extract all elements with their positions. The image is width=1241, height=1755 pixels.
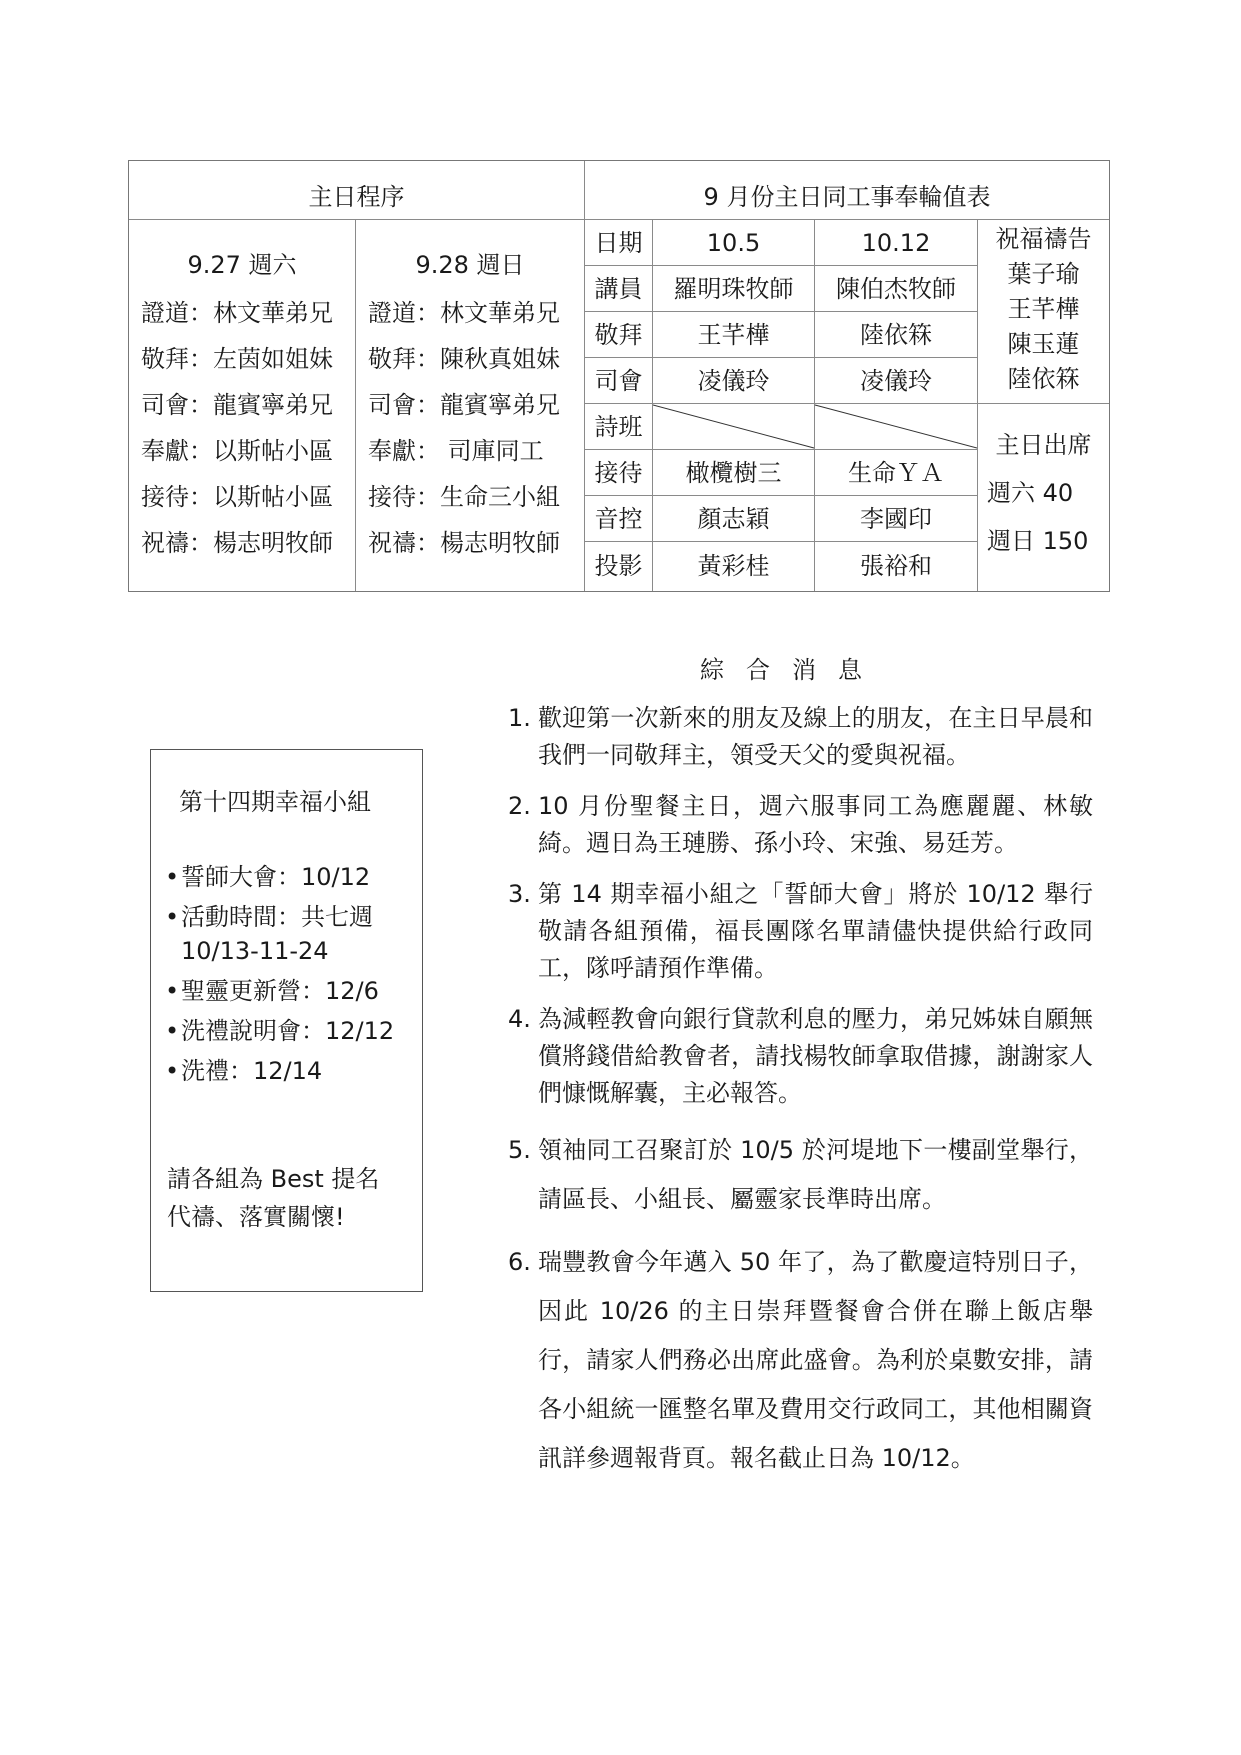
prayer-name: 葉子瑜 [1007, 260, 1080, 288]
news-item [508, 876, 1093, 987]
sunday-line: 司會：龍賓寧弟兄 [368, 391, 560, 419]
news-item-number: 5. [508, 1136, 531, 1164]
roster-role: 敬拜 [594, 321, 643, 349]
roster-value: 顏志穎 [697, 505, 770, 533]
news-item-text: 領袖同工召聚訂於 10/5 於河堤地下一樓副堂舉行，請區長、小組長、屬靈家長準時出席。 [538, 1136, 1093, 1213]
roster-value: 橄欖樹三 [685, 459, 782, 487]
news-item-number: 1. [508, 704, 531, 732]
news-item-number: 6. [508, 1248, 531, 1276]
sunday-line: 敬拜：陳秋真姐妹 [368, 345, 560, 373]
roster-role: 投影 [594, 552, 643, 580]
sunday-line: 祝禱：楊志明牧師 [368, 529, 560, 557]
news-item [508, 1126, 1093, 1224]
news-item-text: 為減輕教會向銀行貸款利息的壓力，弟兄姊妹自願無償將錢借給教會者，請找楊牧師拿取借據，謝謝家人們慷慨解囊，主必報答。 [538, 1005, 1093, 1107]
news-item [508, 788, 1093, 862]
roster-date: 10.12 [861, 229, 931, 257]
saturday-date: 9.27 週六 [187, 251, 297, 279]
roster-role: 司會 [594, 367, 643, 395]
sunday-date: 9.28 週日 [415, 251, 525, 279]
group-box-title: 第十四期幸福小組 [179, 788, 371, 816]
sunday-line: 證道：林文華弟兄 [368, 299, 560, 327]
roster-role: 音控 [594, 505, 643, 533]
roster-date-label: 日期 [594, 229, 643, 257]
attendance-sunday: 週日 150 [987, 527, 1089, 555]
roster-value: 凌儀玲 [697, 367, 770, 395]
roster-role: 接待 [594, 459, 643, 487]
roster-value: 黃彩桂 [697, 552, 770, 580]
roster-role: 詩班 [594, 413, 643, 441]
news-item-text: 瑞豐教會今年邁入 50 年了，為了歡慶這特別日子，因此 10/26 的主日崇拜暨餐會合併在聯上飯店舉行，請家人們務必出席此盛會。為利於桌數安排，請各小組統一匯整名單及費用交行政同工，其他相關資訊詳參週報背頁。報名截止日為 10/12。 [538, 1248, 1093, 1472]
saturday-line: 敬拜：左茵如姐妹 [141, 345, 333, 373]
prayer-name: 陸依箖 [1007, 365, 1080, 393]
news-item-number: 2. [508, 792, 531, 820]
saturday-line: 祝禱：楊志明牧師 [141, 529, 333, 557]
sunday-line: 接待：生命三小組 [368, 483, 560, 511]
roster-value: 生命ＹＡ [848, 459, 944, 487]
roster-value: 凌儀玲 [860, 367, 932, 395]
news-item-number: 4. [508, 1005, 531, 1033]
news-item-text: 歡迎第一次新來的朋友及線上的朋友，在主日早晨和我們一同敬拜主，領受天父的愛與祝福。 [538, 704, 1093, 769]
news-item [508, 700, 1093, 774]
roster-value: 張裕和 [860, 552, 932, 580]
group-event-item: • 洗禮：12/14 [165, 1054, 415, 1088]
news-title: 綜合消息 [700, 656, 884, 684]
news-list [508, 700, 1093, 1497]
group-box-note: 請各組為 Best 提名代禱、落實關懷! [167, 1165, 380, 1231]
saturday-line: 奉獻：以斯帖小區 [141, 437, 333, 465]
attendance-label: 主日出席 [995, 431, 1092, 459]
news-item-text: 第 14 期幸福小組之「誓師大會」將於 10/12 舉行敬請各組預備，福長團隊名單請儘快提供給行政同工，隊呼請預作準備。 [538, 880, 1093, 982]
group-event-item: • 聖靈更新營：12/6 [165, 974, 415, 1008]
roster-value: 李國印 [860, 505, 932, 533]
roster-value: 陳伯杰牧師 [836, 275, 956, 303]
program-header: 主日程序 [308, 183, 405, 211]
prayer-name: 陳玉蓮 [1007, 330, 1080, 358]
saturday-line: 接待：以斯帖小區 [141, 483, 333, 511]
roster-role: 講員 [594, 275, 643, 303]
happiness-group-box [150, 749, 423, 1292]
roster-date: 10.5 [706, 229, 761, 257]
prayer-name: 王芊樺 [1007, 295, 1080, 323]
attendance-saturday: 週六 40 [987, 479, 1074, 507]
prayer-label: 祝福禱告 [995, 225, 1092, 253]
group-event-item: • 洗禮說明會：12/12 [165, 1014, 415, 1048]
choir-empty-slash [653, 404, 977, 449]
saturday-line: 司會：龍賓寧弟兄 [141, 391, 333, 419]
roster-value: 王芊樺 [697, 321, 770, 349]
schedule-table [128, 160, 1110, 592]
group-event-item: • 活動時間：共七週 10/13-11-24 [165, 900, 415, 968]
sunday-line: 奉獻： 司庫同工 [368, 437, 544, 465]
news-item [508, 1001, 1093, 1112]
roster-value: 陸依箖 [860, 321, 932, 349]
news-item-number: 3. [508, 880, 531, 908]
saturday-line: 證道：林文華弟兄 [141, 299, 333, 327]
news-item [508, 1238, 1093, 1483]
roster-header: 9 月份主日同工事奉輪值表 [703, 183, 991, 211]
group-event-list [165, 860, 415, 1094]
group-event-item: • 誓師大會：10/12 [165, 860, 415, 894]
news-item-text: 10 月份聖餐主日，週六服事同工為應麗麗、林敏綺。週日為王璉勝、孫小玲、宋強、易廷芳。 [538, 792, 1093, 857]
roster-value: 羅明珠牧師 [673, 275, 794, 303]
